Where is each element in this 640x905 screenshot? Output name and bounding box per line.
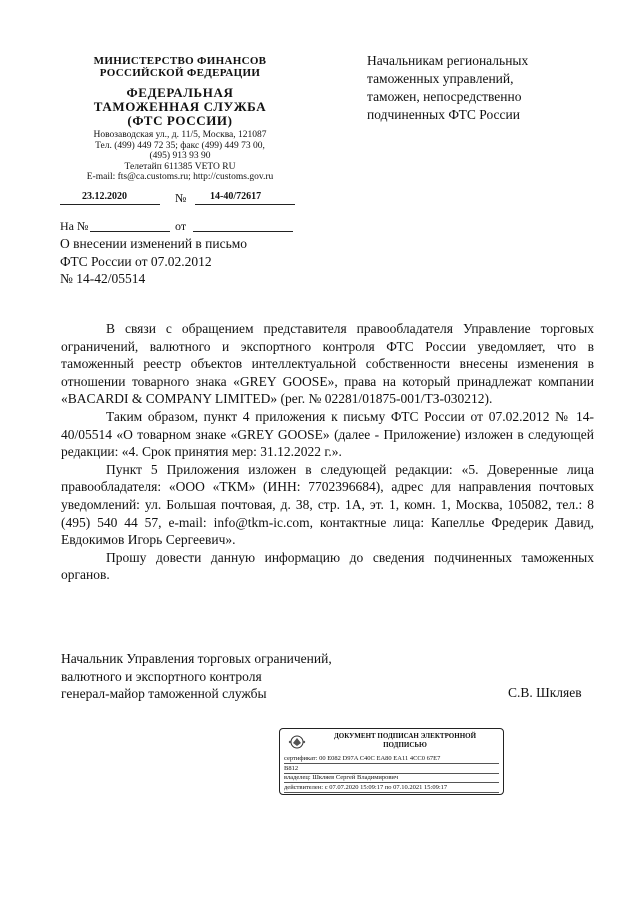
reference-row: [60, 219, 300, 235]
phones: Тел. (499) 449 72 35; факс (499) 449 73 00,: [95, 140, 265, 151]
ref-label: На №: [60, 219, 89, 233]
recipient-line-3: таможен, непосредственно: [367, 89, 522, 104]
service-line-1: ФЕДЕРАЛЬНАЯ: [126, 85, 234, 100]
ministry-name: [70, 55, 290, 79]
stamp-owner: владелец: Шкляев Сергей Владимирович: [284, 774, 499, 783]
paragraph-2: Таким образом, пункт 4 приложения к письму ФТС России от 07.02.2012 № 14-40/05514 «О товарном знаке «GREY GOOSE» (далее - Приложение) изложен в следующей редакции: «4. Срок принятия мер: 31.12.2022 г.».: [61, 408, 594, 460]
registration-date: 23.12.2020: [82, 191, 127, 202]
electronic-signature-stamp: [279, 728, 504, 795]
recipient-line-1: Начальникам региональных: [367, 53, 529, 68]
subject: [60, 235, 320, 288]
stamp-valid: действителен: с 07.07.2020 15:09:17 по 07.10.2021 15:09:17: [284, 784, 499, 793]
paragraph-1: В связи с обращением представителя правообладателя Управление торговых ограничений, валютного и экспортного контроля ФТС России уведомляет, что в таможенный реестр объектов интеллектуальной собственности внесены изменения в отношении товарного знака «GREY GOOSE», права на который принадлежат компании «BACARDI & COMPANY LIMITED» (рег. № 02281/01875-001/ТЗ-030212).: [61, 321, 594, 407]
date-underline: [60, 204, 160, 205]
email: E-mail: fts@ca.customs.ru; http://customs.gov.ru: [86, 172, 274, 182]
service-name: [70, 86, 290, 128]
number-underline: [195, 204, 295, 205]
registration-row: [60, 190, 295, 206]
paragraph-3: Пункт 5 Приложения изложен в следующей редакции: «5. Доверенные лица правообладателя: «ООО «ТКМ» (ИНН: 7702396684), адрес для направления почтовых уведомлений: ул. Большая почтовая, д. 38, стр. 1А, эт. 1, комн. 1, Москва, 105082, тел.: 8 (495) 540 44 57, e-mail: info@tkm-ic.com, контактные лица: Капеллье Фредерик Давид, Евдокимов Игорь Сергеевич».: [61, 461, 594, 548]
stamp-details: [284, 755, 499, 793]
signatory-title: [61, 650, 391, 703]
signatory-title-line-2: валютного и экспортного контроля: [61, 668, 262, 684]
ministry-line-1: МИНИСТЕРСТВО ФИНАНСОВ: [93, 55, 267, 67]
recipient-line-2: таможенных управлений,: [367, 71, 514, 86]
from-underline: [193, 231, 293, 232]
letter-body: [61, 320, 594, 584]
stamp-certificate-2: B812: [284, 765, 499, 774]
recipient-line-4: подчиненных ФТС России: [367, 107, 520, 122]
recipient: [367, 52, 577, 124]
signatory-title-line-1: Начальник Управления торговых ограничений,: [61, 651, 332, 666]
subject-line-2: ФТС России от 07.02.2012: [60, 253, 212, 269]
registration-number: 14-40/72617: [210, 191, 262, 202]
ref-underline: [90, 231, 170, 232]
from-label: от: [175, 219, 187, 233]
subject-line-1: О внесении изменений в письмо: [60, 236, 248, 251]
contacts-block: [50, 130, 310, 183]
stamp-title: [310, 732, 500, 750]
ministry-line-2: РОССИЙСКОЙ ФЕДЕРАЦИИ: [99, 67, 261, 79]
signatory-name: С.В. Шкляев: [508, 685, 582, 700]
subject-line-3: № 14-42/05514: [60, 271, 146, 286]
service-line-2: ТАМОЖЕННАЯ СЛУЖБА: [93, 99, 267, 114]
emblem-icon: [286, 734, 308, 750]
number-sign: №: [175, 191, 187, 205]
teletype: Телетайп 611385 VETO RU: [124, 161, 236, 172]
phones-2: (495) 913 93 90: [149, 151, 211, 161]
service-line-3: (ФТС РОССИИ): [127, 113, 233, 128]
stamp-certificate: сертификат: 00 E082 D97A C40C EA80 EA11 4CC0 67E7: [284, 755, 499, 764]
address: Новозаводская ул., д. 11/5, Москва, 121087: [93, 130, 267, 140]
stamp-title-line-1: ДОКУМЕНТ ПОДПИСАН ЭЛЕКТРОННОЙ: [333, 732, 477, 740]
paragraph-4: Прошу довести данную информацию до сведения подчиненных таможенных органов.: [61, 549, 594, 583]
stamp-title-line-2: ПОДПИСЬЮ: [383, 741, 427, 749]
signatory-title-line-3: генерал-майор таможенной службы: [61, 686, 267, 702]
